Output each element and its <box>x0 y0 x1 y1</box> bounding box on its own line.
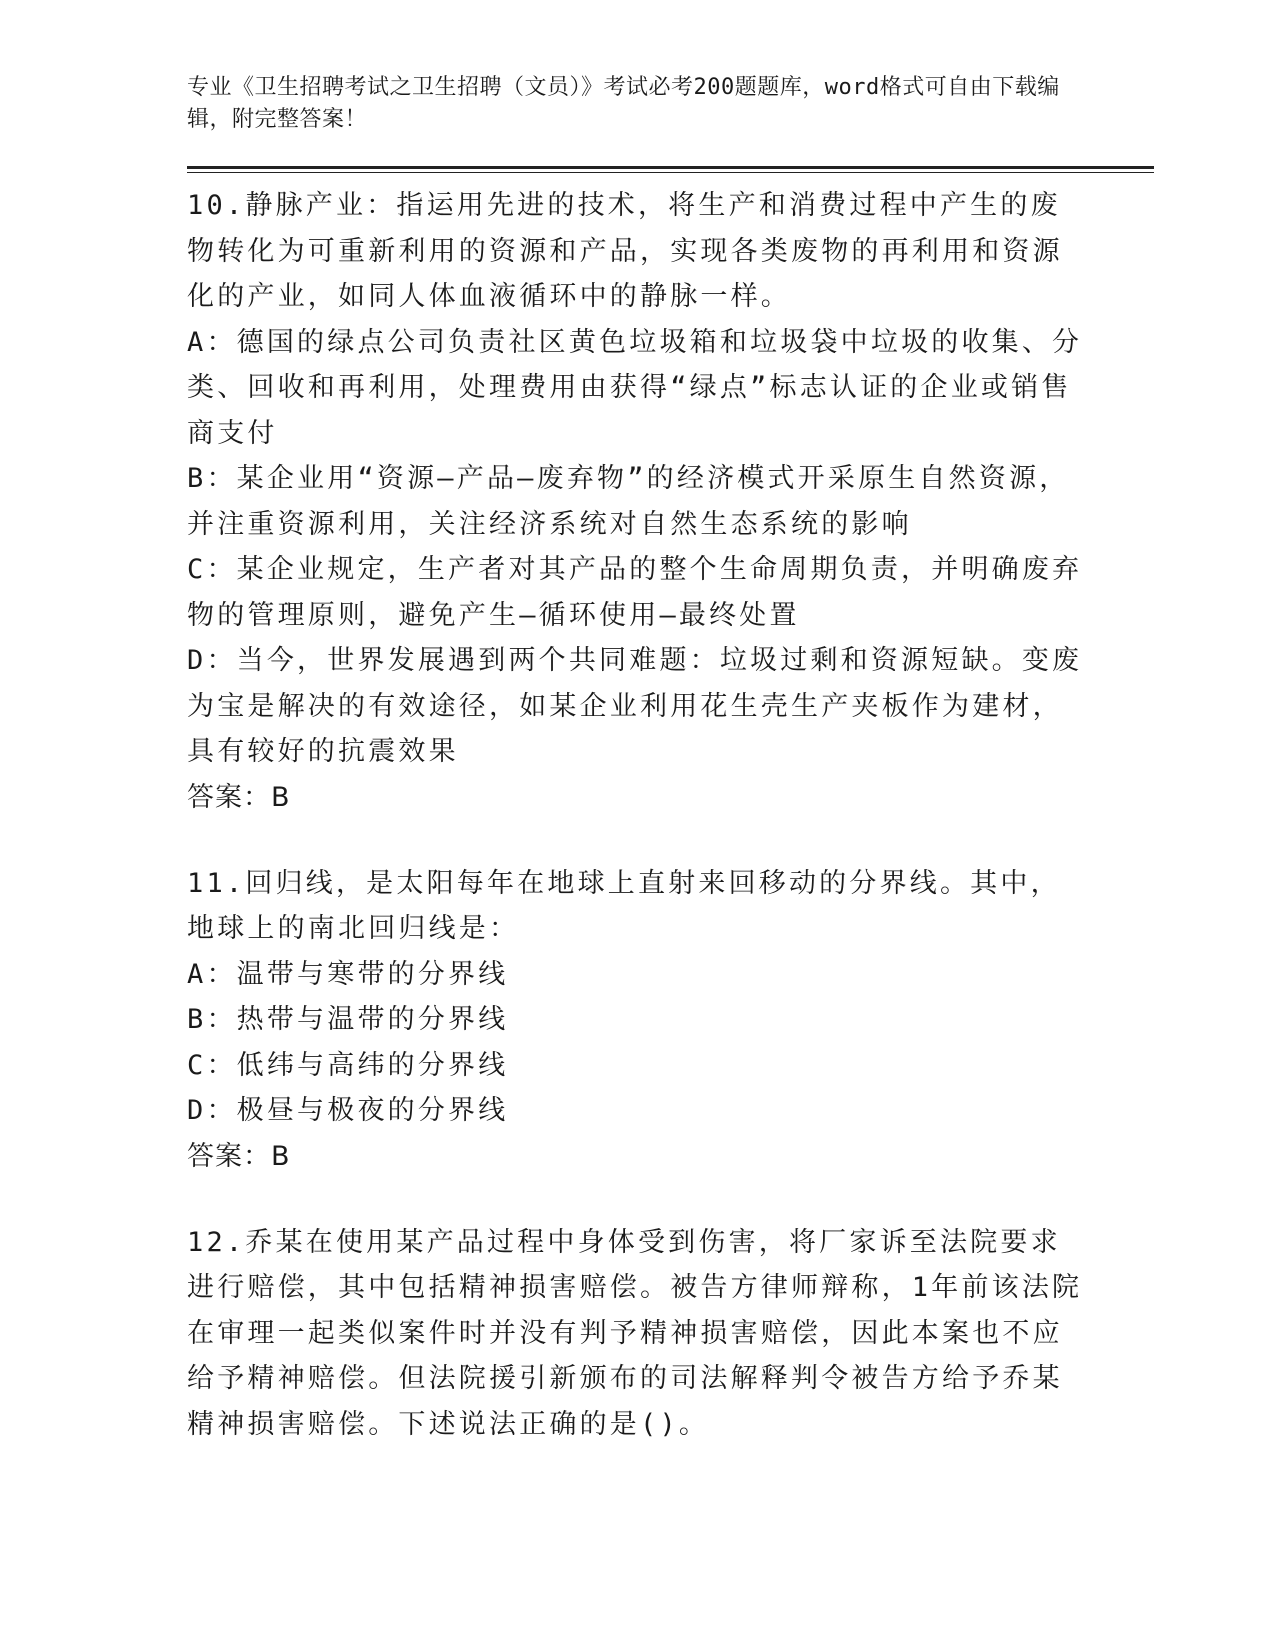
question-12 <box>187 1220 1087 1448</box>
header-divider <box>187 166 1154 173</box>
option-a: A：温带与寒带的分界线 <box>187 958 509 990</box>
answer: 答案：B <box>187 1140 291 1172</box>
answer: 答案：B <box>187 781 291 813</box>
document-header: 专业《卫生招聘考试之卫生招聘（文员）》考试必考200题题库，word格式可自由下载编辑，附完整答案！ <box>187 75 1060 132</box>
option-b: B：某企业用“资源—产品—废弃物”的经济模式开采原生自然资源，并注重资源利用，关注经济系统对自然生态系统的影响 <box>187 463 1070 540</box>
question-text: 11.回归线，是太阳每年在地球上直射来回移动的分界线。其中，地球上的南北回归线是： <box>187 867 1061 944</box>
option-c: C：低纬与高纬的分界线 <box>187 1049 509 1081</box>
question-10 <box>187 183 1087 821</box>
option-d: D：极昼与极夜的分界线 <box>187 1095 509 1126</box>
option-a: A：德国的绿点公司负责社区黄色垃圾箱和垃圾袋中垃圾的收集、分类、回收和再利用，处理费用由获得“绿点”标志认证的企业或销售商支付 <box>187 326 1083 449</box>
document-page <box>187 72 1087 1487</box>
question-list <box>187 183 1087 1447</box>
question-text: 12.乔某在使用某产品过程中身体受到伤害，将厂家诉至法院要求进行赔偿，其中包括精神损害赔偿。被告方律师辩称，1年前该法院在审理一起类似案件时并没有判予精神损害赔偿，因此本案也不应给予精神赔偿。但法院援引新颁布的司法解释判令被告方给予乔某精神损害赔偿。下述说法正确的是()。 <box>187 1226 1083 1440</box>
option-b: B：热带与温带的分界线 <box>187 1004 509 1035</box>
option-c: C：某企业规定，生产者对其产品的整个生命周期负责，并明确废弃物的管理原则，避免产生—循环使用—最终处置 <box>187 554 1083 631</box>
option-d: D：当今，世界发展遇到两个共同难题：垃圾过剩和资源短缺。变废为宝是解决的有效途径，如某企业利用花生壳生产夹板作为建材，具有较好的抗震效果 <box>187 645 1083 767</box>
question-text: 10.静脉产业：指运用先进的技术，将生产和消费过程中产生的废物转化为可重新利用的资源和产品，实现各类废物的再利用和资源化的产业，如同人体血液循环中的静脉一样。 <box>187 190 1063 312</box>
question-11 <box>187 861 1087 1180</box>
